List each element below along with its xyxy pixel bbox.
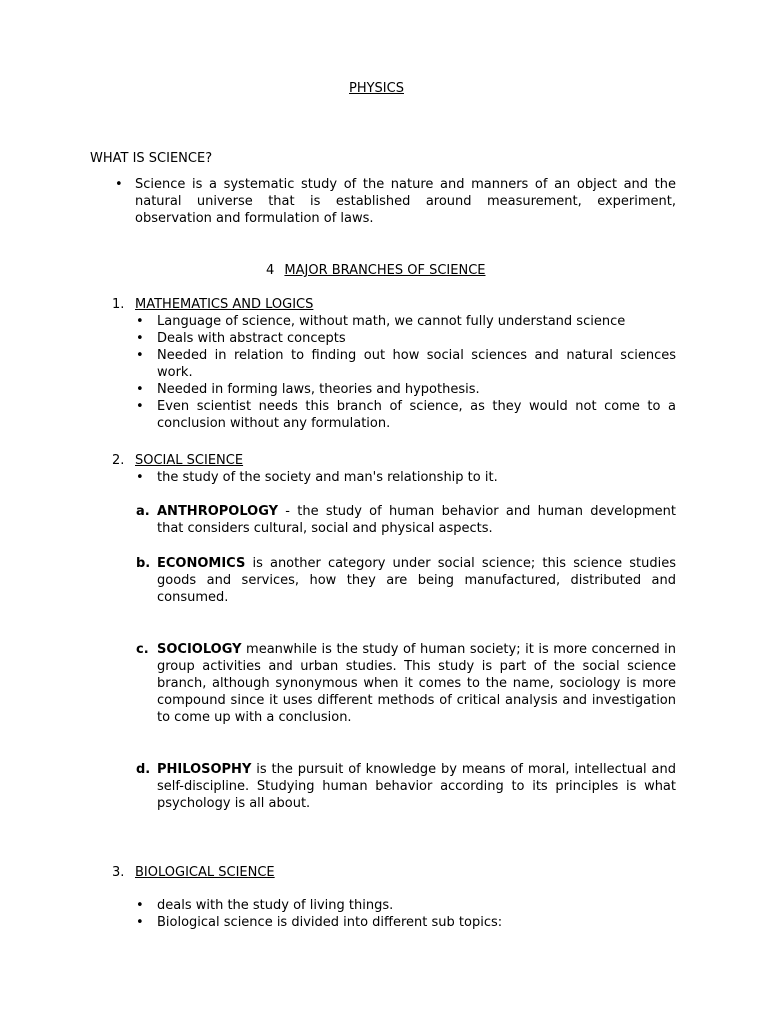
what-is-science-heading: WHAT IS SCIENCE? — [90, 151, 213, 166]
bullet-glyph: • — [136, 470, 144, 485]
item-body — [157, 641, 676, 726]
branches-heading — [266, 262, 486, 279]
list-item — [136, 347, 676, 381]
what-is-science-text: Science is a systematic study of the nature and manners of an object and the natural universe that is established around measurement, experiment, observation and formulation of laws. — [135, 177, 676, 226]
branches-heading-text: MAJOR BRANCHES OF SCIENCE — [284, 263, 486, 278]
list-item-text: Needed in relation to finding out how social sciences and natural sciences work. — [157, 348, 676, 380]
item-text: - the study of human behavior and human development that considers cultural, social and physical aspects. — [157, 504, 676, 536]
item-letter: d. — [136, 762, 151, 777]
list-item — [136, 381, 676, 398]
section-3-list — [136, 897, 676, 931]
what-is-science-item — [115, 176, 676, 227]
item-text: meanwhile is the study of human society; it is more concerned in group activities and urban studies. This study is part of the social science branch, although synonymous when it comes to the name, sociology is more compound since it uses different methods of critical analysis and investigation to come up with a conclusion. — [157, 642, 676, 725]
list-item-text: Language of science, without math, we cannot fully understand science — [157, 314, 626, 329]
section-title: BIOLOGICAL SCIENCE — [135, 865, 275, 880]
branches-heading-number: 4 — [266, 263, 275, 278]
item-letter: b. — [136, 556, 151, 571]
section-number: 2. — [112, 453, 125, 468]
bullet-glyph: • — [136, 348, 144, 363]
item-body — [157, 503, 676, 537]
section-2-bullet — [136, 469, 676, 486]
list-item — [136, 313, 676, 330]
list-item-text: the study of the society and man's relationship to it. — [157, 470, 498, 485]
section-1-heading — [112, 296, 313, 313]
section-number: 1. — [112, 297, 125, 312]
bullet-glyph: • — [115, 177, 123, 192]
list-item — [136, 398, 676, 432]
item-term: SOCIOLOGY — [157, 642, 242, 657]
item-text: is another category under social science; this science studies goods and services, how they are being manufactured, distributed and consumed. — [157, 556, 676, 605]
item-term: PHILOSOPHY — [157, 762, 252, 777]
bullet-glyph: • — [136, 898, 144, 913]
bullet-glyph: • — [136, 382, 144, 397]
list-item-text: Deals with abstract concepts — [157, 331, 346, 346]
item-text: is the pursuit of knowledge by means of moral, intellectual and self-discipline. Studying human behavior according to its principles is what psychology is all about. — [157, 762, 676, 811]
list-item-text: deals with the study of living things. — [157, 898, 394, 913]
list-item — [136, 897, 676, 914]
item-body — [157, 555, 676, 606]
item-economics — [136, 555, 676, 606]
page-title: PHYSICS — [349, 81, 404, 96]
section-number: 3. — [112, 865, 125, 880]
item-sociology — [136, 641, 676, 726]
section-3-heading — [112, 864, 275, 881]
section-title: SOCIAL SCIENCE — [135, 453, 244, 468]
item-philosophy — [136, 761, 676, 812]
section-1-list — [136, 313, 676, 432]
item-anthropology — [136, 503, 676, 537]
bullet-glyph: • — [136, 915, 144, 930]
list-item-text: Even scientist needs this branch of science, as they would not come to a conclusion without any formulation. — [157, 399, 676, 431]
list-item — [136, 914, 676, 931]
bullet-glyph: • — [136, 331, 144, 346]
item-term: ANTHROPOLOGY — [157, 504, 278, 519]
bullet-glyph: • — [136, 399, 144, 414]
section-2-heading — [112, 452, 243, 469]
item-body — [157, 761, 676, 812]
list-item-text: Biological science is divided into different sub topics: — [157, 915, 503, 930]
list-item — [136, 330, 676, 347]
item-letter: c. — [136, 642, 149, 657]
bullet-glyph: • — [136, 314, 144, 329]
item-term: ECONOMICS — [157, 556, 246, 571]
section-title: MATHEMATICS AND LOGICS — [135, 297, 314, 312]
item-letter: a. — [136, 504, 150, 519]
list-item-text: Needed in forming laws, theories and hypothesis. — [157, 382, 480, 397]
